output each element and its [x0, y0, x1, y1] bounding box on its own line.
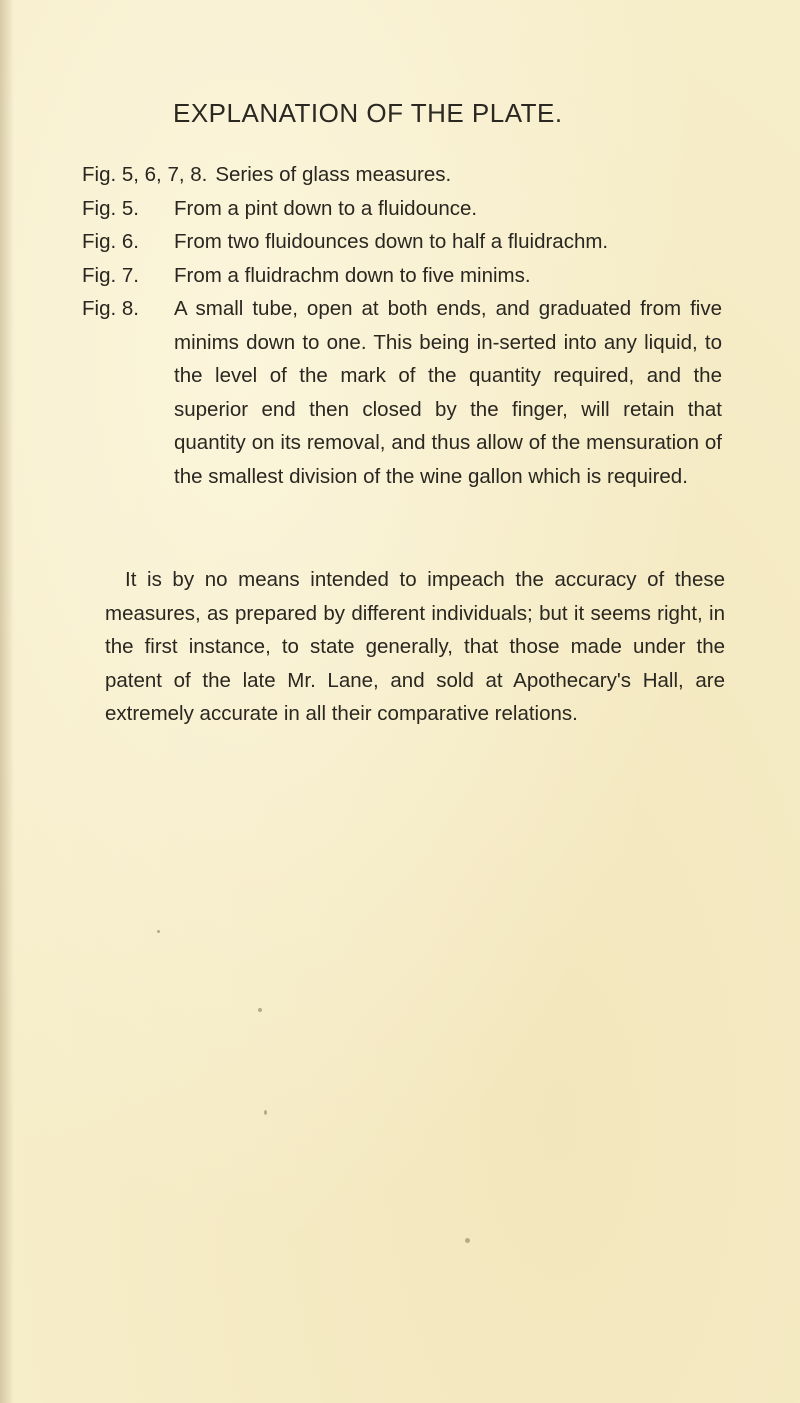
paper-speck [264, 1110, 267, 1115]
figure-entry [82, 225, 722, 259]
page-edge-shadow [0, 0, 14, 1403]
figure-label: Fig. 5. [82, 196, 139, 220]
figure-entry [82, 259, 722, 293]
figure-entry [82, 192, 722, 226]
figure-entry [82, 158, 722, 192]
figure-description: A small tube, open at both ends, and graduated from five minims down to one. This being in-serted into any liquid, to the level of the mark of the quantity required, and the superior end then closed by the finger, will retain that quantity on its removal, and thus allow of the mensuration of the smallest division of the wine gallon which is required. [174, 297, 722, 488]
figure-description: From two fluidounces down to half a fluidrachm. [174, 230, 609, 253]
figure-list [82, 158, 722, 493]
figure-description: From a pint down to a fluidounce. [174, 196, 478, 220]
paper-speck [157, 930, 160, 933]
paper-speck [258, 1008, 262, 1012]
figure-label: Fig. 6. [82, 230, 139, 253]
body-paragraph: It is by no means intended to impeach the accuracy of these measures, as prepared by different individuals; but it seems right, in the first instance, to state generally, that those made under the patent of the late Mr. Lane, and sold at Apothecary's Hall, are extremely accurate in all their comparative relations. [105, 568, 725, 725]
paper-speck [465, 1238, 470, 1243]
figure-description: From a fluidrachm down to five minims. [174, 263, 531, 287]
figure-label: Fig. 5, 6, 7, 8. [82, 163, 208, 186]
figure-description: Series of glass measures. [215, 163, 452, 186]
figure-label: Fig. 7. [82, 263, 139, 287]
figure-label: Fig. 8. [82, 297, 139, 320]
figure-entry [82, 292, 722, 493]
page-heading: EXPLANATION OF THE PLATE. [173, 98, 563, 128]
